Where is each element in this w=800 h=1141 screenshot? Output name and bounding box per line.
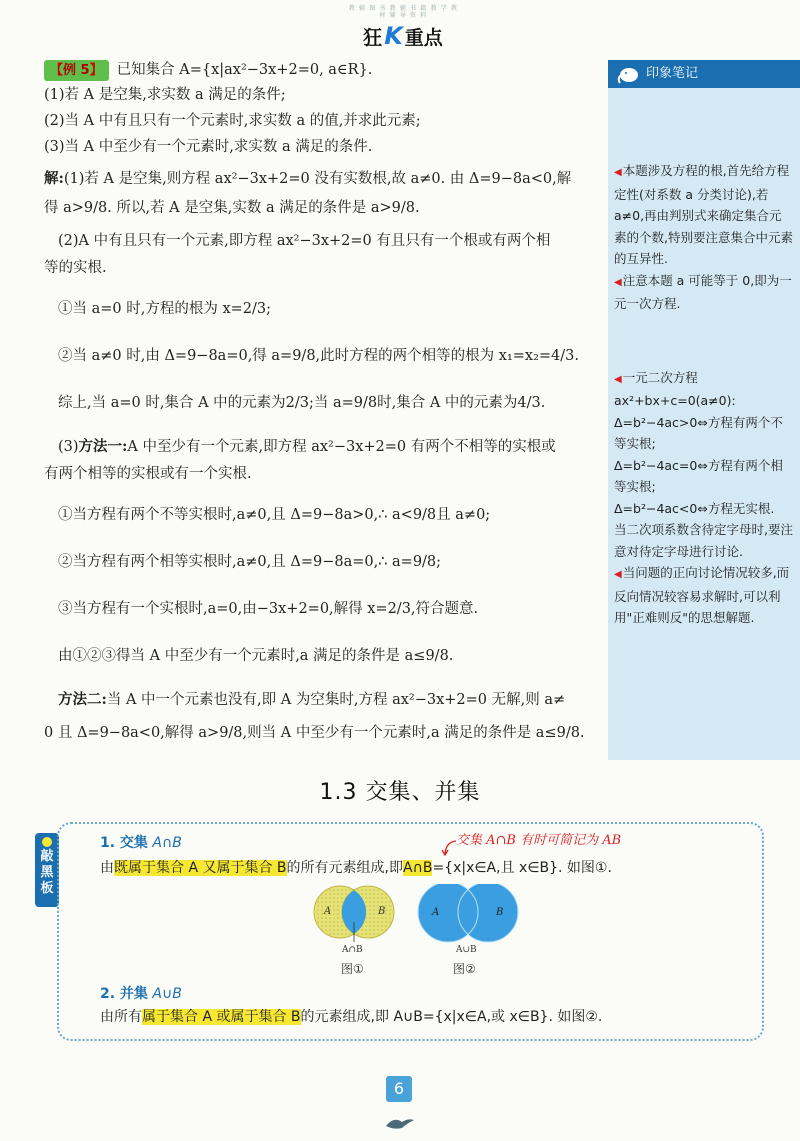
example-tag-text: 例 5 bbox=[63, 63, 90, 78]
main-content bbox=[44, 60, 604, 744]
question-1: (1)若 A 是空集,求实数 a 满足的条件; bbox=[44, 87, 286, 103]
brand-pre: 狂 bbox=[363, 27, 383, 49]
fig1-caption: 图① bbox=[341, 962, 364, 976]
fig1-label-b: B bbox=[378, 906, 386, 917]
intersection-definition bbox=[100, 857, 612, 877]
l1-pre: 由 bbox=[100, 860, 114, 876]
solution-p3e: ②当方程有两个相等实根时,a≠0,且 Δ=9−8a=0,∴ a=9/8; bbox=[58, 554, 442, 570]
question-2: (2)当 A 中有且只有一个元素时,求实数 a 的值,并求此元素; bbox=[44, 113, 421, 129]
solution-p2e: 综上,当 a=0 时,集合 A 中的元素为2/3;当 a=9/8时,集合 A 中的元素为4/3. bbox=[58, 395, 546, 411]
note-arrow-icon bbox=[440, 838, 460, 858]
example-statement bbox=[44, 60, 604, 81]
fig2-label-b: B bbox=[496, 907, 504, 918]
venn-union-figure bbox=[408, 884, 528, 964]
method-two bbox=[44, 689, 604, 711]
note-3c: Δ=b²−4ac=0⇔方程有两个相等实根; bbox=[614, 457, 783, 494]
example-statement-text: 已知集合 A={x|ax²−3x+2=0, a∈R}. bbox=[116, 62, 373, 78]
heading-union-sym: A∪B bbox=[152, 986, 182, 1002]
solution-p2d: ②当 a≠0 时,由 Δ=9−8a=0,得 a=9/8,此时方程的两个相等的根为 x₁=x₂=4/3. bbox=[58, 348, 579, 364]
brand-top-text: 教 辅 图 书 教 辅 书 籍 教 学 教 材 辅 导 资 料 bbox=[348, 5, 458, 19]
note-4 bbox=[614, 562, 794, 629]
fig2-label-a: A bbox=[432, 907, 440, 918]
notes-title: 印象笔记 bbox=[646, 66, 699, 81]
note-2 bbox=[614, 270, 794, 315]
method-two-text: 当 A 中一个元素也没有,即 A 为空集时,方程 ax²−3x+2=0 无解,则 a≠ bbox=[106, 692, 566, 708]
solution-p3g: 由①②③得当 A 中至少有一个元素时,a 满足的条件是 a≤9/8. bbox=[58, 648, 454, 664]
fig2-caption: 图② bbox=[453, 962, 476, 976]
method-two-cont: 0 且 Δ=9−8a<0,解得 a>9/8,则当 A 中至少有一个元素时,a 满足的条件是 a≤9/8. bbox=[44, 725, 585, 741]
note-4-text: 当问题的正向讨论情况较多,而反向情况较容易求解时,可以利用"正难则反"的思想解题. bbox=[614, 565, 790, 625]
note-1 bbox=[614, 160, 794, 270]
l2-highlight: 属于集合 A 或属于集合 B bbox=[142, 1009, 301, 1025]
triangle-icon: ◀ bbox=[614, 373, 622, 385]
l2-pre: 由所有 bbox=[100, 1009, 142, 1025]
solution-p1b: 得 a>9/8. 所以,若 A 是空集,实数 a 满足的条件是 a>9/8. bbox=[44, 200, 420, 216]
solution-label: 解: bbox=[44, 170, 64, 187]
brand-title bbox=[348, 22, 458, 50]
bird-logo-icon bbox=[380, 1108, 420, 1136]
fig2-union-label: A∪B bbox=[456, 945, 477, 955]
l1-highlight-2: A∩B bbox=[403, 860, 433, 876]
triangle-icon: ◀ bbox=[614, 569, 622, 580]
solution-p2a: (2)A 中有且只有一个元素,即方程 ax²−3x+2=0 有且只有一个根或有两个相 bbox=[58, 233, 551, 249]
union-definition bbox=[100, 1006, 602, 1026]
note-3e: 当二次项系数含待定字母时,要注意对待定字母进行讨论. bbox=[614, 522, 793, 559]
solution-p3-text: A 中至少有一个元素,即方程 ax²−3x+2=0 有两个不相等的实根或 bbox=[127, 439, 556, 455]
page-number: 6 bbox=[386, 1076, 412, 1102]
notes-body bbox=[614, 160, 794, 629]
page-header bbox=[0, 0, 800, 56]
note-3-text: 一元二次方程 ax²+bx+c=0(a≠0): bbox=[614, 369, 736, 408]
notes-header bbox=[608, 60, 800, 88]
solution-p2c: ①当 a=0 时,方程的根为 x=2/3; bbox=[58, 301, 272, 317]
solution-p1a-text: (1)若 A 是空集,则方程 ax²−3x+2=0 没有实数根,故 a≠0. 由 Δ=9−8a<0,解 bbox=[63, 171, 572, 187]
board-badge bbox=[35, 833, 59, 907]
note-3d: Δ=b²−4ac<0⇔方程无实根. bbox=[614, 500, 775, 516]
heading-intersection-num: 1. 交集 bbox=[100, 835, 148, 851]
heading-intersection-sym: A∩B bbox=[152, 835, 182, 851]
venn-intersection-figure bbox=[300, 884, 410, 964]
heading-union-num: 2. 并集 bbox=[100, 986, 148, 1002]
example-tag: 【例 5】 bbox=[44, 60, 109, 81]
handwritten-note: 交集 A∩B 有时可简记为 AB bbox=[456, 833, 622, 848]
method-two-label: 方法二: bbox=[58, 691, 107, 708]
solution-p2b: 等的实根. bbox=[44, 260, 107, 276]
brand-k: K bbox=[384, 22, 403, 50]
solution-p3c: 有两个相等的实根或有一个实根. bbox=[44, 466, 252, 482]
board-label: 敲黑板 bbox=[40, 849, 54, 896]
heading-intersection bbox=[100, 832, 182, 852]
note-3 bbox=[614, 367, 794, 412]
brand-logo bbox=[348, 5, 458, 55]
note-1-text: 本题涉及方程的根,首先给方程定性(对系数 a 分类讨论),若 a≠0,再由判别式来确定集合元素的个数,特别要注意集合中元素的互异性. bbox=[614, 163, 793, 266]
l1-highlight: 既属于集合 A 又属于集合 B bbox=[114, 860, 287, 876]
notes-sidebar bbox=[608, 60, 800, 760]
heading-union bbox=[100, 983, 182, 1003]
l1-mid: 的所有元素组成,即 bbox=[286, 860, 403, 876]
solution-p1a bbox=[44, 168, 604, 190]
solution-p3-head bbox=[44, 436, 604, 458]
triangle-icon: ◀ bbox=[614, 167, 622, 178]
triangle-icon: ◀ bbox=[614, 276, 622, 288]
section-title: 1.3 交集、并集 bbox=[319, 780, 481, 805]
note-2-text: 注意本题 a 可能等于 0,即为一元一次方程. bbox=[614, 272, 792, 311]
brand-post: 重点 bbox=[404, 27, 443, 49]
question-3: (3)当 A 中至少有一个元素时,求实数 a 满足的条件. bbox=[44, 139, 373, 155]
lightbulb-icon bbox=[42, 837, 52, 847]
l1-post: ={x|x∈A,且 x∈B}. 如图①. bbox=[432, 860, 612, 876]
method-one-label: 方法一: bbox=[78, 438, 128, 455]
solution-p3d: ①当方程有两个不等实根时,a≠0,且 Δ=9−8a>0,∴ a<9/8且 a≠0; bbox=[58, 507, 491, 523]
note-3b: Δ=b²−4ac>0⇔方程有两个不等实根; bbox=[614, 414, 783, 451]
solution-p3f: ③当方程有一个实根时,a=0,由−3x+2=0,解得 x=2/3,符合题意. bbox=[58, 601, 479, 617]
l2-post: 的元素组成,即 A∪B={x|x∈A,或 x∈B}. 如图②. bbox=[300, 1009, 603, 1025]
fig1-label-a: A bbox=[324, 906, 332, 917]
elephant-icon bbox=[616, 64, 642, 95]
fig1-intersection-label: A∩B bbox=[342, 945, 363, 955]
solution-p3-num: (3) bbox=[58, 439, 79, 455]
